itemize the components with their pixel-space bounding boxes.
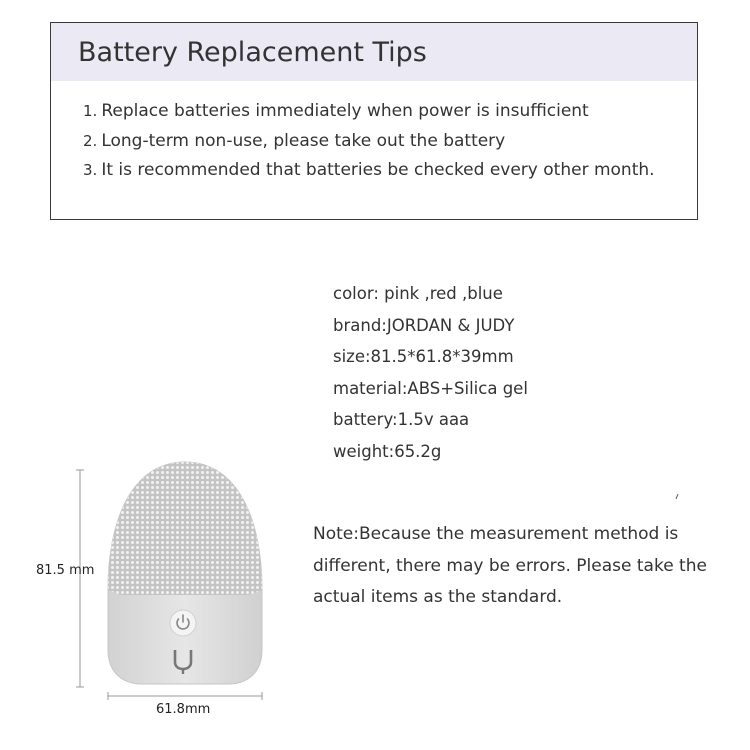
tips-title: Battery Replacement Tips (78, 36, 427, 68)
stray-mark (676, 494, 678, 499)
height-dimension-line (76, 470, 84, 687)
height-label: 81.5 mm (36, 563, 95, 578)
tip-item: 2. Long-term non-use, please take out the battery (83, 130, 506, 151)
power-button (170, 610, 196, 636)
spec-weight: weight:65.2g (333, 441, 442, 461)
tip-item: 3. It is recommended that batteries be checked every other month. (83, 160, 655, 180)
spec-battery: battery:1.5v aaa (333, 410, 470, 429)
width-dimension-line (108, 692, 262, 700)
spec-color: color: pink ,red ,blue (333, 284, 503, 303)
spec-material: material:ABS+Silica gel (333, 378, 528, 398)
measurement-note: Note:Because the measurement method is different, there may be errors. Please take the actual items as the standard. (313, 524, 707, 607)
width-label: 61.8mm (156, 702, 211, 717)
silicone-bristles (108, 462, 262, 601)
tip-item: 1. Replace batteries immediately when power is insufficient (83, 101, 589, 121)
spec-size: size:81.5*61.8*39mm (333, 347, 514, 366)
spec-brand: brand:JORDAN & JUDY (333, 315, 515, 335)
